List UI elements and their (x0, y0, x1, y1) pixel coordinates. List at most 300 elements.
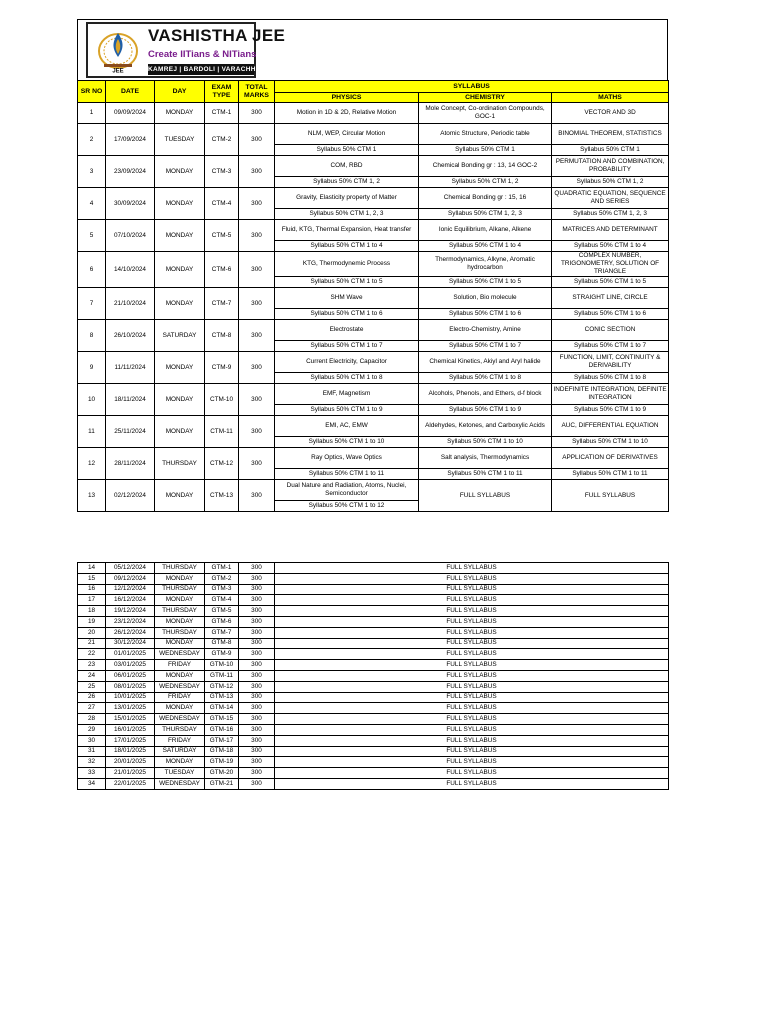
table-row (78, 714, 669, 725)
table-row (78, 724, 669, 735)
table-row (78, 649, 669, 660)
sr-no-cell: 32 (78, 757, 106, 768)
exam-type-cell: GTM-13 (205, 692, 239, 703)
table-row (78, 703, 669, 714)
date-cell: 21/10/2024 (106, 288, 155, 320)
sr-no-cell: 29 (78, 724, 106, 735)
total-marks-cell: 300 (239, 288, 275, 320)
chemistry-cell: Salt analysis, Thermodynamics (419, 448, 552, 469)
exam-type-cell: GTM-18 (205, 746, 239, 757)
exam-type-cell: GTM-1 (205, 563, 239, 574)
table-row (78, 768, 669, 779)
maths-cell: QUADRATIC EQUATION, SEQUENCE AND SERIES (552, 188, 669, 209)
day-cell: THURSDAY (155, 584, 205, 595)
table-row (78, 480, 669, 501)
date-cell: 03/01/2025 (106, 660, 155, 671)
exam-type-cell: GTM-14 (205, 703, 239, 714)
maths-cell: FUNCTION, LIMIT, CONTINUITY & DERIVABILITY (552, 352, 669, 373)
table-row (78, 448, 669, 469)
total-marks-cell: 300 (239, 724, 275, 735)
date-cell: 30/12/2024 (106, 638, 155, 649)
day-cell: MONDAY (155, 670, 205, 681)
chemistry-syllabus-cell: Syllabus 50% CTM 1 to 4 (419, 241, 552, 252)
day-cell: FRIDAY (155, 660, 205, 671)
syllabus-cell: FULL SYLLABUS (275, 616, 669, 627)
physics-cell: NLM, WEP, Circular Motion (275, 124, 419, 145)
table-row (78, 692, 669, 703)
physics-cell: EMF, Magnetism (275, 384, 419, 405)
sr-no-cell: 14 (78, 563, 106, 574)
physics-cell: Current Electricity, Capacitor (275, 352, 419, 373)
day-cell: SATURDAY (155, 746, 205, 757)
day-cell: MONDAY (155, 703, 205, 714)
total-marks-cell: 300 (239, 384, 275, 416)
header-exam-type: EXAM TYPE (205, 81, 239, 103)
table-row (78, 757, 669, 768)
date-cell: 13/01/2025 (106, 703, 155, 714)
header-chemistry: CHEMISTRY (419, 93, 552, 103)
maths-syllabus-cell: Syllabus 50% CTM 1 to 8 (552, 373, 669, 384)
day-cell: TUESDAY (155, 124, 205, 156)
syllabus-cell: FULL SYLLABUS (275, 778, 669, 789)
exam-type-cell: GTM-5 (205, 606, 239, 617)
date-cell: 17/01/2025 (106, 735, 155, 746)
table-row (78, 584, 669, 595)
physics-cell: EMI, AC, EMW (275, 416, 419, 437)
syllabus-cell: FULL SYLLABUS (275, 563, 669, 574)
logo-emblem-text: JEE (112, 68, 124, 73)
total-marks-cell: 300 (239, 563, 275, 574)
table-row (78, 563, 669, 574)
total-marks-cell: 300 (239, 320, 275, 352)
date-cell: 26/12/2024 (106, 627, 155, 638)
exam-type-cell: GTM-21 (205, 778, 239, 789)
logo-locations: KAMREJ | BARDOLI | VARACHHA (148, 66, 261, 73)
exam-type-cell: GTM-20 (205, 768, 239, 779)
syllabus-cell: FULL SYLLABUS (275, 681, 669, 692)
sr-no-cell: 16 (78, 584, 106, 595)
chemistry-cell: Atomic Structure, Periodic table (419, 124, 552, 145)
date-cell: 09/09/2024 (106, 103, 155, 124)
day-cell: FRIDAY (155, 692, 205, 703)
physics-cell: Motion in 1D & 2D, Relative Motion (275, 103, 419, 124)
sr-no-cell: 24 (78, 670, 106, 681)
sr-no-cell: 15 (78, 573, 106, 584)
sr-no-cell: 5 (78, 220, 106, 252)
chemistry-cell: FULL SYLLABUS (419, 480, 552, 512)
chemistry-cell: Ionic Equilibrium, Alkane, Alkene (419, 220, 552, 241)
syllabus-cell: FULL SYLLABUS (275, 746, 669, 757)
chemistry-syllabus-cell: Syllabus 50% CTM 1, 2, 3 (419, 209, 552, 220)
syllabus-cell: FULL SYLLABUS (275, 606, 669, 617)
exam-type-cell: CTM-9 (205, 352, 239, 384)
total-marks-cell: 300 (239, 692, 275, 703)
sr-no-cell: 20 (78, 627, 106, 638)
chemistry-cell: Aldehydes, Ketones, and Carboxylic Acids (419, 416, 552, 437)
total-marks-cell: 300 (239, 714, 275, 725)
syllabus-cell: FULL SYLLABUS (275, 735, 669, 746)
physics-syllabus-cell: Syllabus 50% CTM 1 to 6 (275, 309, 419, 320)
table-row (78, 573, 669, 584)
day-cell: WEDNESDAY (155, 714, 205, 725)
table-row (78, 156, 669, 177)
sr-no-cell: 6 (78, 252, 106, 288)
exam-type-cell: GTM-19 (205, 757, 239, 768)
table-row (78, 660, 669, 671)
maths-cell: APPLICATION OF DERIVATIVES (552, 448, 669, 469)
exam-type-cell: GTM-11 (205, 670, 239, 681)
exam-type-cell: GTM-10 (205, 660, 239, 671)
table-row (78, 252, 669, 277)
syllabus-cell: FULL SYLLABUS (275, 649, 669, 660)
day-cell: MONDAY (155, 384, 205, 416)
chemistry-cell: Chemical Bonding gr : 15, 16 (419, 188, 552, 209)
day-cell: FRIDAY (155, 735, 205, 746)
ctm-schedule-table (77, 80, 669, 512)
physics-syllabus-cell: Syllabus 50% CTM 1, 2 (275, 177, 419, 188)
date-cell: 17/09/2024 (106, 124, 155, 156)
physics-cell: KTG, Thermodynemic Process (275, 252, 419, 277)
physics-syllabus-cell: Syllabus 50% CTM 1 to 9 (275, 405, 419, 416)
date-cell: 07/10/2024 (106, 220, 155, 252)
day-cell: MONDAY (155, 156, 205, 188)
total-marks-cell: 300 (239, 778, 275, 789)
total-marks-cell: 300 (239, 735, 275, 746)
day-cell: WEDNESDAY (155, 778, 205, 789)
maths-syllabus-cell: Syllabus 50% CTM 1 to 10 (552, 437, 669, 448)
sr-no-cell: 27 (78, 703, 106, 714)
day-cell: MONDAY (155, 252, 205, 288)
syllabus-cell: FULL SYLLABUS (275, 660, 669, 671)
exam-type-cell: GTM-4 (205, 595, 239, 606)
day-cell: MONDAY (155, 480, 205, 512)
exam-type-cell: CTM-2 (205, 124, 239, 156)
exam-type-cell: CTM-5 (205, 220, 239, 252)
day-cell: MONDAY (155, 352, 205, 384)
physics-syllabus-cell: Syllabus 50% CTM 1 to 4 (275, 241, 419, 252)
date-cell: 22/01/2025 (106, 778, 155, 789)
exam-type-cell: GTM-9 (205, 649, 239, 660)
chemistry-cell: Electro-Chemistry, Amine (419, 320, 552, 341)
day-cell: THURSDAY (155, 724, 205, 735)
total-marks-cell: 300 (239, 746, 275, 757)
day-cell: THURSDAY (155, 606, 205, 617)
total-marks-cell: 300 (239, 595, 275, 606)
day-cell: MONDAY (155, 220, 205, 252)
chemistry-cell: Alcohols, Phenols, and Ethers, d-f block (419, 384, 552, 405)
logo (86, 22, 286, 78)
day-cell: MONDAY (155, 416, 205, 448)
exam-type-cell: CTM-11 (205, 416, 239, 448)
date-cell: 14/10/2024 (106, 252, 155, 288)
date-cell: 16/01/2025 (106, 724, 155, 735)
date-cell: 06/01/2025 (106, 670, 155, 681)
day-cell: MONDAY (155, 573, 205, 584)
physics-cell: Fluid, KTG, Thermal Expansion, Heat transfer (275, 220, 419, 241)
chemistry-syllabus-cell: Syllabus 50% CTM 1, 2 (419, 177, 552, 188)
date-cell: 26/10/2024 (106, 320, 155, 352)
physics-syllabus-cell: Syllabus 50% CTM 1 to 11 (275, 469, 419, 480)
date-cell: 05/12/2024 (106, 563, 155, 574)
physics-cell: SHM Wave (275, 288, 419, 309)
chemistry-syllabus-cell: Syllabus 50% CTM 1 to 7 (419, 341, 552, 352)
table-row (78, 778, 669, 789)
table-row (78, 188, 669, 209)
date-cell: 18/11/2024 (106, 384, 155, 416)
total-marks-cell: 300 (239, 220, 275, 252)
header-date: DATE (106, 81, 155, 103)
maths-cell: BINOMIAL THEOREM, STATISTICS (552, 124, 669, 145)
total-marks-cell: 300 (239, 416, 275, 448)
day-cell: MONDAY (155, 616, 205, 627)
sr-no-cell: 23 (78, 660, 106, 671)
maths-cell: MATRICES AND DETERMINANT (552, 220, 669, 241)
maths-cell: PERMUTATION AND COMBINATION, PROBABILITY (552, 156, 669, 177)
maths-syllabus-cell: Syllabus 50% CTM 1, 2, 3 (552, 209, 669, 220)
syllabus-cell: FULL SYLLABUS (275, 714, 669, 725)
total-marks-cell: 300 (239, 103, 275, 124)
syllabus-cell: FULL SYLLABUS (275, 627, 669, 638)
date-cell: 11/11/2024 (106, 352, 155, 384)
sr-no-cell: 25 (78, 681, 106, 692)
exam-type-cell: GTM-17 (205, 735, 239, 746)
table-row (78, 606, 669, 617)
sr-no-cell: 8 (78, 320, 106, 352)
date-cell: 08/01/2025 (106, 681, 155, 692)
physics-cell: Electrostate (275, 320, 419, 341)
total-marks-cell: 300 (239, 448, 275, 480)
sr-no-cell: 1 (78, 103, 106, 124)
exam-type-cell: GTM-16 (205, 724, 239, 735)
syllabus-cell: FULL SYLLABUS (275, 670, 669, 681)
day-cell: THURSDAY (155, 563, 205, 574)
total-marks-cell: 300 (239, 757, 275, 768)
table-row (78, 595, 669, 606)
exam-type-cell: GTM-8 (205, 638, 239, 649)
day-cell: THURSDAY (155, 448, 205, 480)
maths-cell: VECTOR AND 3D (552, 103, 669, 124)
maths-syllabus-cell: Syllabus 50% CTM 1 to 11 (552, 469, 669, 480)
syllabus-cell: FULL SYLLABUS (275, 757, 669, 768)
table-row (78, 681, 669, 692)
date-cell: 21/01/2025 (106, 768, 155, 779)
chemistry-syllabus-cell: Syllabus 50% CTM 1 to 8 (419, 373, 552, 384)
maths-cell: STRAIGHT LINE, CIRCLE (552, 288, 669, 309)
sr-no-cell: 4 (78, 188, 106, 220)
sr-no-cell: 26 (78, 692, 106, 703)
table-row (78, 416, 669, 437)
date-cell: 19/12/2024 (106, 606, 155, 617)
sr-no-cell: 7 (78, 288, 106, 320)
day-cell: TUESDAY (155, 768, 205, 779)
date-cell: 01/01/2025 (106, 649, 155, 660)
date-cell: 18/01/2025 (106, 746, 155, 757)
total-marks-cell: 300 (239, 638, 275, 649)
maths-cell: AUC, DIFFERENTIAL EQUATION (552, 416, 669, 437)
header-sr-no: SR NO (78, 81, 106, 103)
table-row (78, 638, 669, 649)
sr-no-cell: 21 (78, 638, 106, 649)
header-box (77, 19, 668, 80)
sr-no-cell: 9 (78, 352, 106, 384)
maths-syllabus-cell: Syllabus 50% CTM 1 to 5 (552, 277, 669, 288)
maths-syllabus-cell: Syllabus 50% CTM 1 (552, 145, 669, 156)
sr-no-cell: 12 (78, 448, 106, 480)
physics-syllabus-cell: Syllabus 50% CTM 1 to 8 (275, 373, 419, 384)
syllabus-cell: FULL SYLLABUS (275, 768, 669, 779)
exam-type-cell: CTM-3 (205, 156, 239, 188)
table-row (78, 124, 669, 145)
header-total-marks: TOTAL MARKS (239, 81, 275, 103)
logo-emblem-icon (92, 27, 144, 73)
maths-cell: FULL SYLLABUS (552, 480, 669, 512)
header-day: DAY (155, 81, 205, 103)
exam-type-cell: GTM-12 (205, 681, 239, 692)
syllabus-cell: FULL SYLLABUS (275, 692, 669, 703)
syllabus-cell: FULL SYLLABUS (275, 584, 669, 595)
header-maths: MATHS (552, 93, 669, 103)
day-cell: MONDAY (155, 638, 205, 649)
date-cell: 10/01/2025 (106, 692, 155, 703)
sr-no-cell: 3 (78, 156, 106, 188)
date-cell: 23/12/2024 (106, 616, 155, 627)
date-cell: 09/12/2024 (106, 573, 155, 584)
total-marks-cell: 300 (239, 768, 275, 779)
table-row (78, 320, 669, 341)
exam-type-cell: CTM-7 (205, 288, 239, 320)
table-row (78, 103, 669, 124)
physics-cell: Dual Nature and Radiation, Atoms, Nuclei, Semiconductor (275, 480, 419, 501)
total-marks-cell: 300 (239, 649, 275, 660)
table-row (78, 746, 669, 757)
date-cell: 28/11/2024 (106, 448, 155, 480)
date-cell: 02/12/2024 (106, 480, 155, 512)
day-cell: THURSDAY (155, 627, 205, 638)
day-cell: WEDNESDAY (155, 681, 205, 692)
date-cell: 25/11/2024 (106, 416, 155, 448)
exam-type-cell: CTM-12 (205, 448, 239, 480)
physics-syllabus-cell: Syllabus 50% CTM 1 to 7 (275, 341, 419, 352)
maths-cell: COMPLEX NUMBER, TRIGONOMETRY, SOLUTION OF TRIANGLE (552, 252, 669, 277)
chemistry-syllabus-cell: Syllabus 50% CTM 1 to 5 (419, 277, 552, 288)
exam-type-cell: CTM-6 (205, 252, 239, 288)
header-syllabus: SYLLABUS (275, 81, 669, 93)
physics-syllabus-cell: Syllabus 50% CTM 1 to 10 (275, 437, 419, 448)
maths-cell: CONIC SECTION (552, 320, 669, 341)
chemistry-syllabus-cell: Syllabus 50% CTM 1 (419, 145, 552, 156)
sr-no-cell: 28 (78, 714, 106, 725)
chemistry-syllabus-cell: Syllabus 50% CTM 1 to 10 (419, 437, 552, 448)
table-row (78, 616, 669, 627)
sr-no-cell: 22 (78, 649, 106, 660)
exam-type-cell: CTM-10 (205, 384, 239, 416)
syllabus-cell: FULL SYLLABUS (275, 724, 669, 735)
sr-no-cell: 31 (78, 746, 106, 757)
date-cell: 30/09/2024 (106, 188, 155, 220)
total-marks-cell: 300 (239, 670, 275, 681)
table-row (78, 352, 669, 373)
sr-no-cell: 30 (78, 735, 106, 746)
syllabus-cell: FULL SYLLABUS (275, 573, 669, 584)
chemistry-cell: Mole Concept, Co-ordination Compounds, GOC-1 (419, 103, 552, 124)
physics-syllabus-cell: Syllabus 50% CTM 1 (275, 145, 419, 156)
exam-type-cell: CTM-4 (205, 188, 239, 220)
total-marks-cell: 300 (239, 352, 275, 384)
sr-no-cell: 11 (78, 416, 106, 448)
date-cell: 15/01/2025 (106, 714, 155, 725)
table-row (78, 220, 669, 241)
chemistry-syllabus-cell: Syllabus 50% CTM 1 to 9 (419, 405, 552, 416)
exam-type-cell: CTM-13 (205, 480, 239, 512)
exam-type-cell: GTM-2 (205, 573, 239, 584)
chemistry-syllabus-cell: Syllabus 50% CTM 1 to 11 (419, 469, 552, 480)
day-cell: MONDAY (155, 103, 205, 124)
logo-tagline: Create IITians & NITians (148, 49, 257, 60)
physics-cell: COM, RBD (275, 156, 419, 177)
sr-no-cell: 17 (78, 595, 106, 606)
total-marks-cell: 300 (239, 480, 275, 512)
physics-syllabus-cell: Syllabus 50% CTM 1 to 5 (275, 277, 419, 288)
chemistry-syllabus-cell: Syllabus 50% CTM 1 to 6 (419, 309, 552, 320)
chemistry-cell: Chemical Bonding gr : 13, 14 GOC-2 (419, 156, 552, 177)
sr-no-cell: 19 (78, 616, 106, 627)
logo-title: VASHISTHA JEE (148, 26, 286, 45)
day-cell: MONDAY (155, 188, 205, 220)
exam-type-cell: CTM-8 (205, 320, 239, 352)
maths-syllabus-cell: Syllabus 50% CTM 1, 2 (552, 177, 669, 188)
header-physics: PHYSICS (275, 93, 419, 103)
exam-type-cell: GTM-7 (205, 627, 239, 638)
gtm-schedule-table (77, 562, 669, 790)
total-marks-cell: 300 (239, 627, 275, 638)
sr-no-cell: 33 (78, 768, 106, 779)
physics-cell: Ray Optics, Wave Optics (275, 448, 419, 469)
maths-syllabus-cell: Syllabus 50% CTM 1 to 7 (552, 341, 669, 352)
day-cell: MONDAY (155, 757, 205, 768)
sr-no-cell: 18 (78, 606, 106, 617)
syllabus-cell: FULL SYLLABUS (275, 595, 669, 606)
table-row (78, 288, 669, 309)
physics-syllabus-cell: Syllabus 50% CTM 1, 2, 3 (275, 209, 419, 220)
total-marks-cell: 300 (239, 252, 275, 288)
total-marks-cell: 300 (239, 606, 275, 617)
sr-no-cell: 34 (78, 778, 106, 789)
syllabus-cell: FULL SYLLABUS (275, 638, 669, 649)
total-marks-cell: 300 (239, 703, 275, 714)
maths-syllabus-cell: Syllabus 50% CTM 1 to 6 (552, 309, 669, 320)
total-marks-cell: 300 (239, 156, 275, 188)
table-row (78, 735, 669, 746)
total-marks-cell: 300 (239, 573, 275, 584)
table-row (78, 384, 669, 405)
chemistry-cell: Thermodynamics, Alkyne, Aromatic hydrocarbon (419, 252, 552, 277)
day-cell: MONDAY (155, 288, 205, 320)
date-cell: 23/09/2024 (106, 156, 155, 188)
table-row (78, 670, 669, 681)
maths-syllabus-cell: Syllabus 50% CTM 1 to 9 (552, 405, 669, 416)
total-marks-cell: 300 (239, 616, 275, 627)
exam-type-cell: GTM-6 (205, 616, 239, 627)
sr-no-cell: 2 (78, 124, 106, 156)
exam-type-cell: CTM-1 (205, 103, 239, 124)
total-marks-cell: 300 (239, 188, 275, 220)
chemistry-cell: Chemical Kinetics, Akiyl and Aryl halide (419, 352, 552, 373)
physics-syllabus-cell: Syllabus 50% CTM 1 to 12 (275, 501, 419, 512)
physics-cell: Gravity, Elasticity property of Matter (275, 188, 419, 209)
syllabus-cell: FULL SYLLABUS (275, 703, 669, 714)
maths-cell: INDEFINITE INTEGRATION, DEFINITE INTEGRATION (552, 384, 669, 405)
date-cell: 16/12/2024 (106, 595, 155, 606)
